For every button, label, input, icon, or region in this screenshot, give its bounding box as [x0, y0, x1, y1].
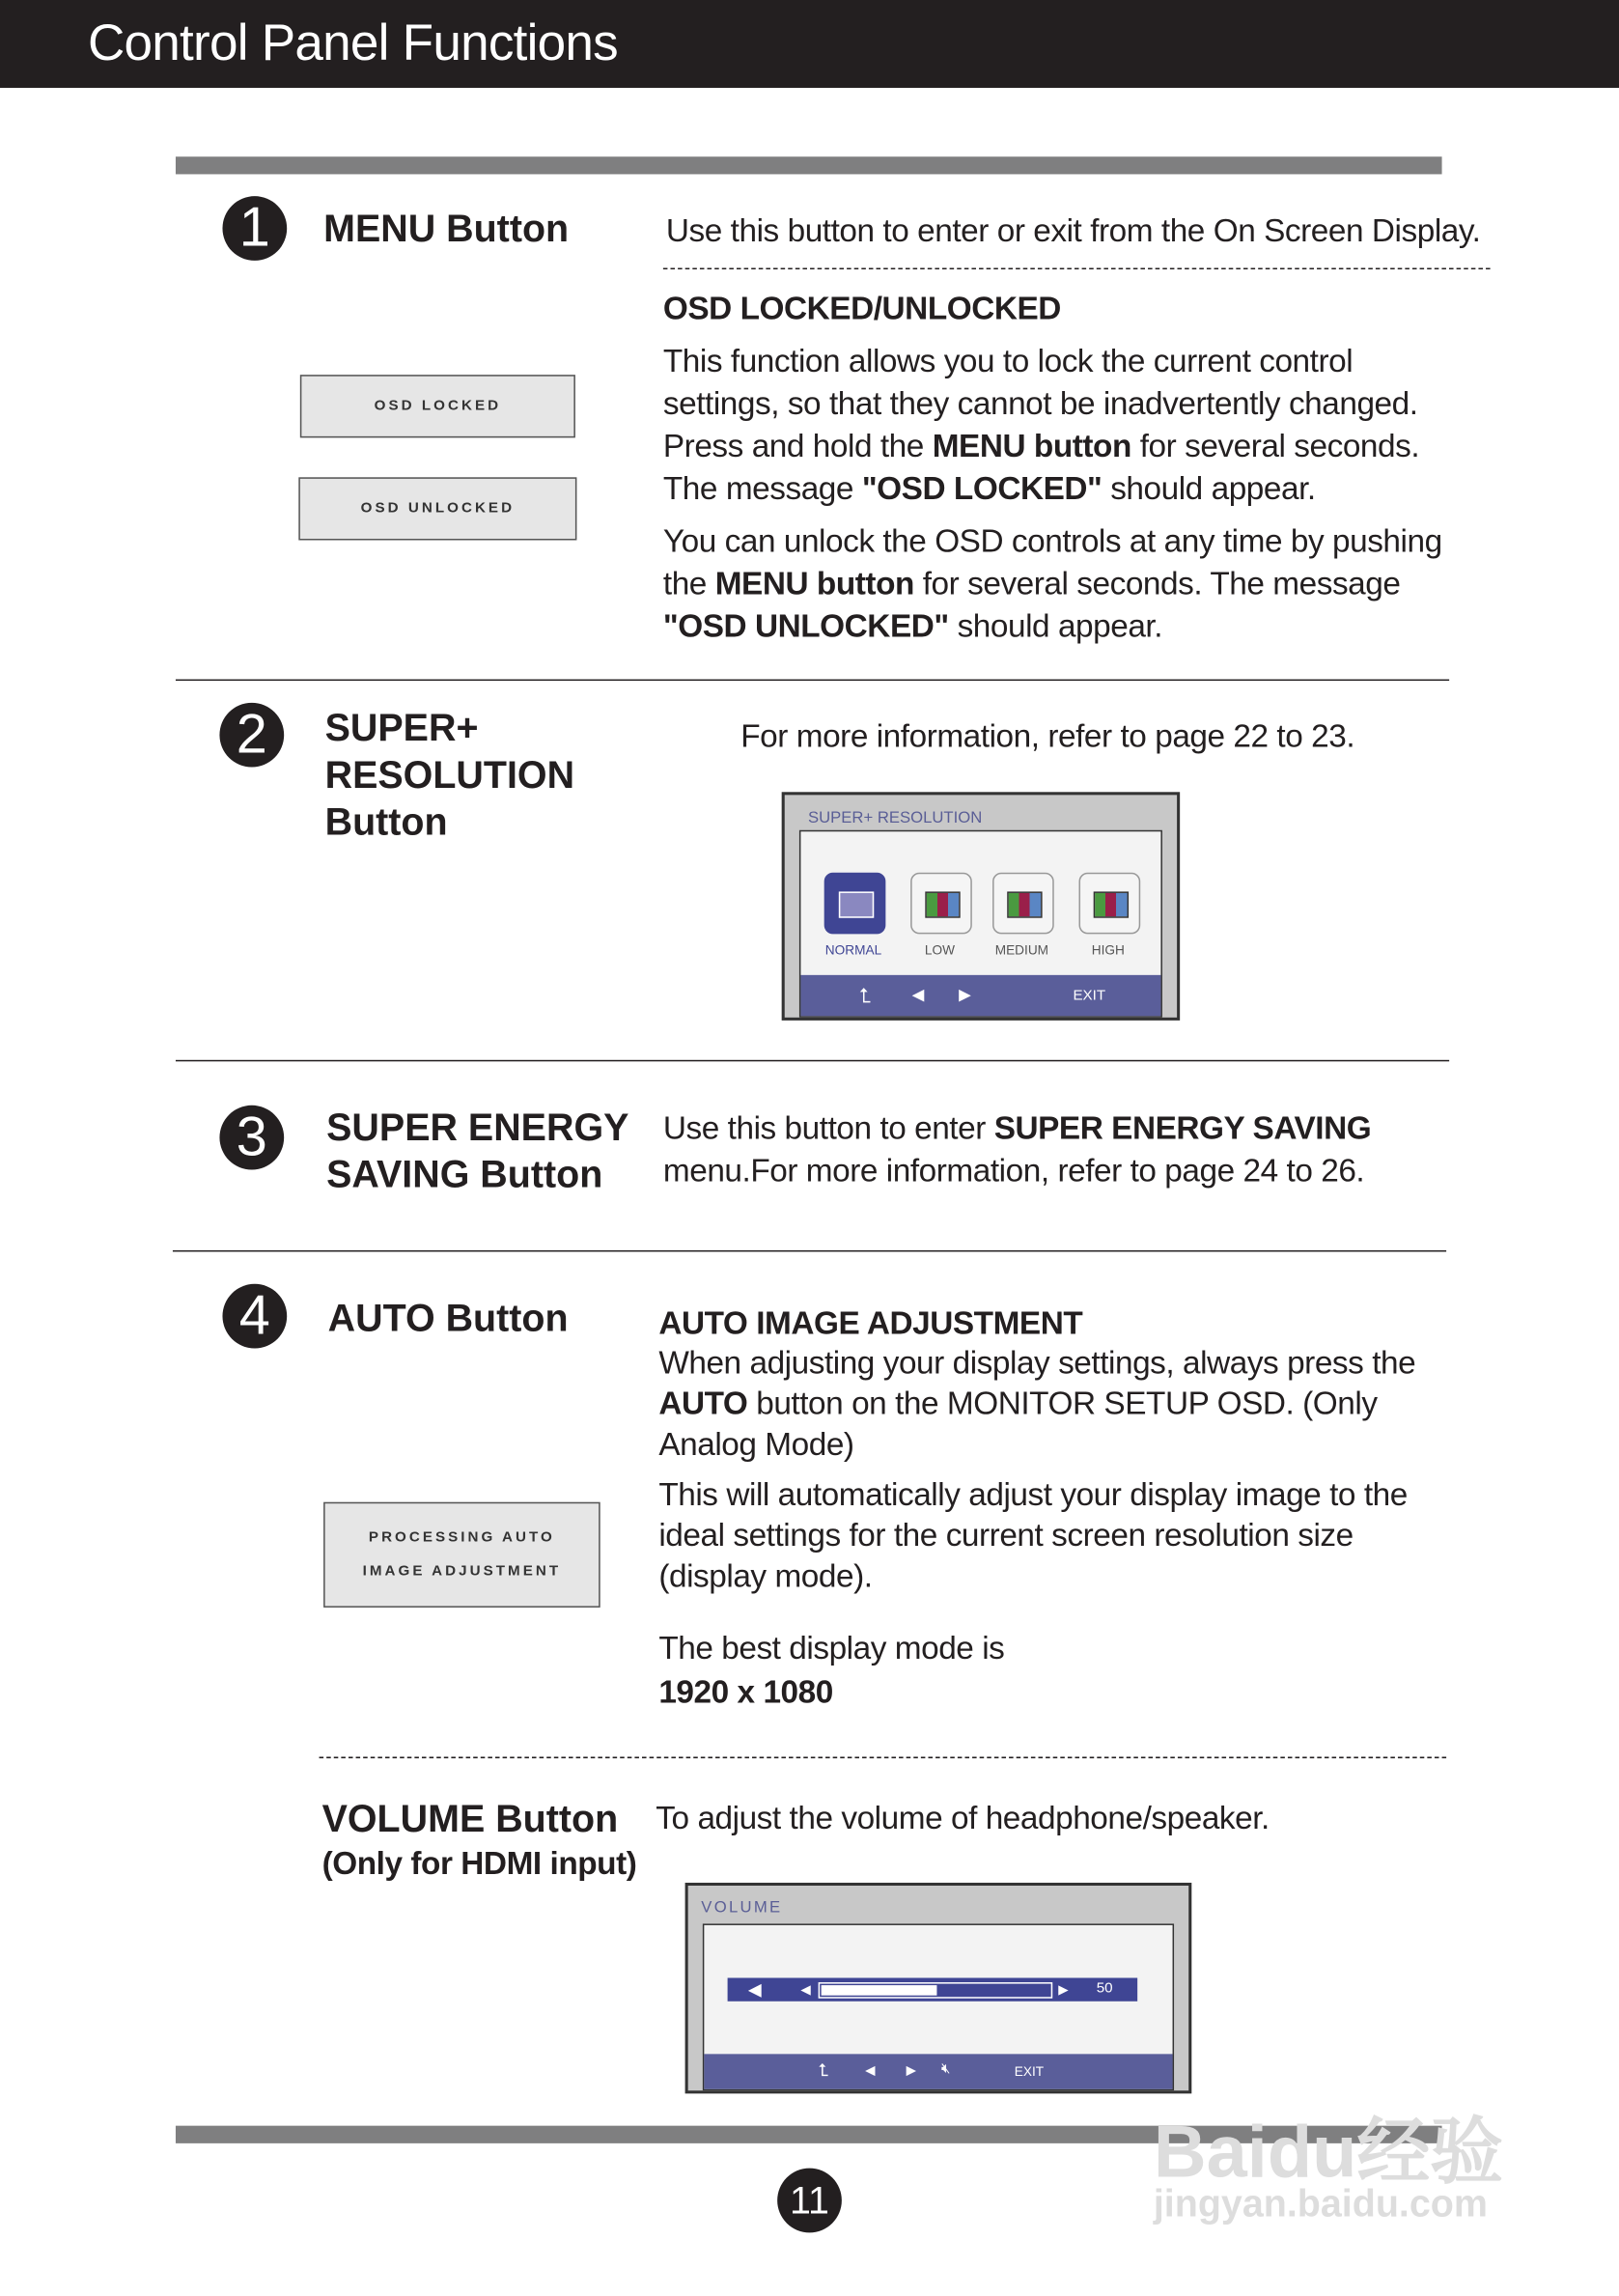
menu-intro: Use this button to enter or exit from the On Screen Display.: [665, 211, 1481, 249]
auto-paragraph-1: When adjusting your display settings, always press the AUTO button on the MONITOR SETUP OSD. (Only Analog Mode): [658, 1343, 1416, 1463]
left-arrow-icon[interactable]: ◀: [911, 986, 925, 1005]
up-arrow-icon[interactable]: ⮤: [818, 2059, 829, 2081]
super-energy-title: SUPER ENERGY SAVING Button: [326, 1105, 629, 1196]
right-arrow-icon[interactable]: ▶: [906, 2062, 917, 2078]
option-low[interactable]: [910, 873, 972, 935]
super-resolution-intro: For more information, refer to page 22 to 23.: [740, 716, 1355, 754]
volume-fill: [822, 1985, 937, 1996]
page-header: [0, 0, 1619, 88]
mute-icon[interactable]: 🔇︎: [940, 2060, 951, 2078]
option-label: MEDIUM: [994, 942, 1049, 958]
watermark-url: jingyan.baidu.com: [1153, 2181, 1488, 2226]
option-normal[interactable]: [824, 873, 886, 935]
osd-lock-paragraph-2: You can unlock the OSD controls at any time by pushing the MENU button for several seconds. The message "OSD UNLOCKED" should appear.: [662, 522, 1442, 645]
volume-osd: [685, 1883, 1192, 2093]
super-resolution-title: SUPER+ RESOLUTION Button: [324, 705, 575, 844]
super-energy-text: Use this button to enter SUPER ENERGY SAVING menu.For more information, refer to page 24 to 26.: [662, 1109, 1372, 1190]
volume-value: 50: [1096, 1980, 1113, 1998]
super-resolution-osd: [782, 792, 1180, 1021]
page-number: 11: [777, 2169, 842, 2233]
section-divider: [176, 680, 1449, 682]
resolution-icon: [925, 891, 960, 917]
option-label: LOW: [924, 942, 956, 958]
resolution-icon: [1007, 891, 1042, 917]
increase-arrow-icon[interactable]: ▶: [1058, 1982, 1069, 1998]
auto-button-title: AUTO Button: [327, 1295, 569, 1340]
osd-lock-heading: OSD LOCKED/UNLOCKED: [662, 290, 1061, 327]
osd-locked-message: OSD LOCKED: [300, 375, 575, 437]
section-divider: [173, 1250, 1446, 1252]
processing-auto-message: PROCESSING AUTO IMAGE ADJUSTMENT: [323, 1502, 600, 1608]
section-number-3: 3: [219, 1106, 284, 1170]
volume-track: [819, 1982, 1053, 1999]
osd-caption: SUPER+ RESOLUTION: [807, 809, 983, 827]
dashed-divider: [320, 1757, 1447, 1759]
option-label: HIGH: [1091, 942, 1125, 958]
page-title: Control Panel Functions: [87, 14, 618, 72]
top-divider-bar: [176, 156, 1442, 174]
section-number-1: 1: [222, 196, 287, 261]
osd-unlocked-message: OSD UNLOCKED: [298, 477, 576, 540]
osd-caption: VOLUME: [701, 1898, 783, 1917]
watermark-logo: Baidu经验: [1153, 2111, 1504, 2194]
speaker-icon: ◀: [747, 1979, 762, 2001]
section-divider: [176, 1060, 1449, 1062]
auto-paragraph-2: This will automatically adjust your display image to the ideal settings for the current screen resolution size (display mode).: [658, 1475, 1408, 1595]
section-number-4: 4: [222, 1284, 287, 1349]
exit-button[interactable]: EXIT: [1014, 2063, 1045, 2080]
dashed-divider: [663, 267, 1491, 269]
section-number-2: 2: [219, 703, 284, 768]
volume-subtitle: (Only for HDMI input): [321, 1844, 637, 1882]
resolution-icon: [1094, 891, 1129, 917]
osd-lock-paragraph-1: This function allows you to lock the current control settings, so that they cannot be inadvertently changed. Press and hold the MENU button for several seconds. The message "OSD LOCKED" should appear.: [662, 342, 1420, 507]
option-medium[interactable]: [992, 873, 1054, 935]
right-arrow-icon[interactable]: ▶: [959, 986, 972, 1005]
auto-heading: AUTO IMAGE ADJUSTMENT: [658, 1304, 1083, 1341]
volume-button-title: VOLUME Button: [321, 1796, 619, 1840]
volume-intro: To adjust the volume of headphone/speaker.: [656, 1799, 1270, 1836]
resolution-icon: [839, 891, 874, 917]
option-label: NORMAL: [824, 942, 882, 958]
decrease-arrow-icon[interactable]: ◀: [800, 1982, 811, 1998]
option-high[interactable]: [1079, 873, 1141, 935]
menu-button-title: MENU Button: [323, 206, 570, 251]
best-display-mode: The best display mode is 1920 x 1080: [658, 1629, 1005, 1711]
left-arrow-icon[interactable]: ◀: [865, 2062, 876, 2078]
volume-slider[interactable]: [728, 1978, 1138, 2002]
exit-button[interactable]: EXIT: [1073, 988, 1106, 1005]
up-arrow-icon[interactable]: ⮤: [859, 983, 872, 1008]
